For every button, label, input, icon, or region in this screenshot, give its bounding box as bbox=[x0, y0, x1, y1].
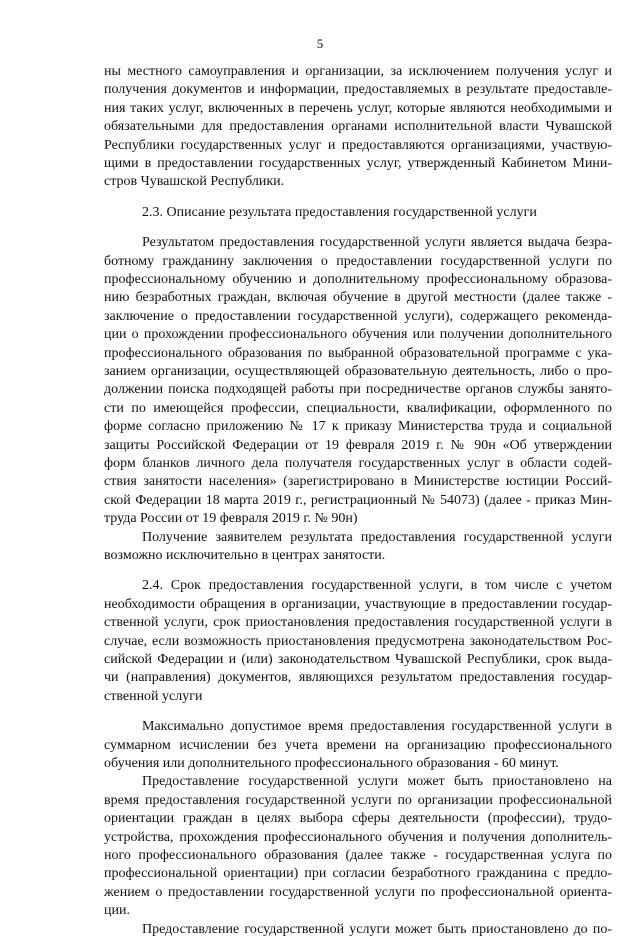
text-line: профессионального образования по выбранной образовательной программе с ука- bbox=[104, 345, 612, 361]
text-line: время предоставления государственной услуги по организации профессиональной bbox=[104, 792, 612, 808]
text-line: ного профессионального образования (далее также - государственная услуга по bbox=[104, 848, 612, 863]
text-line: стров Чувашской Республики. bbox=[104, 174, 285, 190]
text-line: случае, если возможность приостановления предусмотрена законодательством Рос- bbox=[104, 633, 612, 649]
text-line: Максимально допустимое время предоставления государственной услуги в bbox=[142, 719, 612, 735]
text-line: ской Федерации 18 марта 2019 г., регистрационный № 54073) (далее - приказ Мин- bbox=[104, 492, 612, 508]
text-line: занием организации, осуществляющей образовательную деятельность, либо о про- bbox=[104, 364, 612, 379]
text-line: профессиональному обучению и дополнительному профессиональному образова- bbox=[104, 272, 612, 287]
text-line: ственной услуги bbox=[104, 688, 203, 704]
text-line: обязательными для предоставления органами исполнительной власти Чувашской bbox=[104, 119, 612, 135]
text-line: заключение о предоставлении государственной услуги), содержащего рекоменда- bbox=[104, 308, 612, 324]
text-line: щими в предоставлении государственных услуг, утвержденный Кабинетом Мини- bbox=[104, 156, 612, 171]
text-line: нию безработных граждан, включая обучение в другой местности (далее также - bbox=[104, 290, 612, 306]
text-line: Предоставление государственной услуги может быть приостановлено на bbox=[142, 774, 612, 790]
text-line: чи (направления) документов, являющихся результатом предоставления государ- bbox=[104, 670, 612, 686]
text-line: Республики государственных услуг и предоставляются организациями, участвую- bbox=[104, 137, 612, 153]
text-line: профессиональной ориентации) при согласии безработного гражданина с предло- bbox=[104, 866, 612, 882]
text-line: ботному гражданину заключения о предоставлении государственной услуги по bbox=[104, 253, 612, 269]
text-line: сийской Федерации и (или) законодательством Чувашской Республики, срок выда- bbox=[104, 652, 612, 667]
text-line: получения документов и информации, предоставляемых в результате предоставле- bbox=[104, 82, 612, 98]
text-line: возможно исключительно в центрах занятости. bbox=[104, 548, 386, 563]
text-line: устройства, прохождения профессионального обучения и получения дополнитель- bbox=[104, 829, 612, 845]
text-line: обучения или дополнительного профессионального образования - 60 минут. bbox=[104, 756, 559, 771]
text-line: форм бланков личного дела получателя государственных услуг в области содей- bbox=[104, 456, 612, 471]
text-line: защиты Российской Федерации от 19 февраля 2019 г. № 90н «Об утверждении bbox=[104, 437, 612, 453]
text-line: ориентации граждан в целях выбора сферы деятельности (профессии), трудо- bbox=[104, 811, 612, 827]
text-line: 2.4. Срок предоставления государственной услуги, в том числе с учетом bbox=[142, 578, 612, 594]
text-line: Предоставление государственной услуги может быть приостановлено до по- bbox=[142, 921, 612, 937]
text-line: форме согласно приложению № 17 к приказу Министерства труда и социальной bbox=[104, 419, 612, 435]
text-line: ствия занятости населения» (зарегистрировано в Министерстве юстиции Россий- bbox=[104, 474, 612, 490]
text-line: должении поиска подходящей работы при посредничестве органов службы занято- bbox=[104, 382, 612, 398]
text-line: ния таких услуг, включенных в перечень услуг, которые являются необходимыми и bbox=[104, 100, 612, 116]
text-line: жением о предоставлении государственной услуги по профессиональной ориента- bbox=[104, 884, 612, 900]
text-line: Результатом предоставления государственной услуги является выдача безра- bbox=[142, 235, 612, 251]
text-line: 2.3. Описание результата предоставления государственной услуги bbox=[142, 204, 537, 220]
text-line: необходимости обращения в организации, участвующие в предоставлении государ- bbox=[104, 596, 612, 612]
text-line: Получение заявителем результата предоставления государственной услуги bbox=[142, 529, 612, 545]
text-line: суммарном исчислении без учета времени на организацию профессионального bbox=[104, 737, 612, 753]
page-number: 5 bbox=[316, 36, 324, 51]
text-line: ции о прохождении профессионального обучения или получении дополнительного bbox=[104, 327, 612, 343]
text-line: ственной услуги, срок приостановления предоставления государственной услуги в bbox=[104, 615, 612, 631]
text-line: сти по имеющейся профессии, специальности, квалификации, оформленного по bbox=[104, 400, 612, 416]
text-line: ции. bbox=[104, 903, 130, 919]
text-line: труда России от 19 февраля 2019 г. № 90н) bbox=[104, 511, 358, 527]
text-line: ны местного самоуправления и организации, за исключением получения услуг и bbox=[104, 64, 612, 79]
